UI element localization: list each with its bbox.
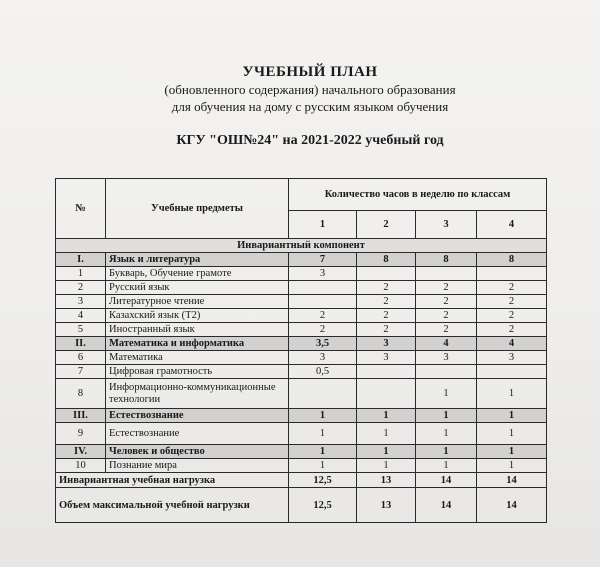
document-subtitle-2: для обучения на дому с русским языком обучения [171, 99, 449, 114]
hours-grade-3: 2 [416, 309, 477, 323]
subject-row [56, 295, 547, 309]
invariant-load-grade-1: 12,5 [289, 473, 357, 488]
subject-row [56, 323, 547, 337]
subject-row [56, 309, 547, 323]
row-number: 8 [56, 379, 106, 409]
max-load-grade-4: 14 [477, 488, 547, 523]
header-grade-4: 4 [477, 211, 547, 239]
hours-grade-4: 2 [477, 309, 547, 323]
hours-grade-3: 1 [416, 459, 477, 473]
hours-grade-1: 3,5 [289, 337, 357, 351]
hours-grade-3: 4 [416, 337, 477, 351]
hours-grade-2 [357, 267, 416, 281]
hours-grade-1: 3 [289, 351, 357, 365]
row-number: I. [56, 253, 106, 267]
subject-row [56, 281, 547, 295]
subject-row [56, 351, 547, 365]
max-load-grade-2: 13 [357, 488, 416, 523]
subject-name: Человек и общество [106, 445, 289, 459]
hours-grade-1: 2 [289, 323, 357, 337]
hours-grade-2: 2 [357, 295, 416, 309]
hours-grade-2: 1 [357, 459, 416, 473]
hours-grade-4: 4 [477, 337, 547, 351]
hours-grade-3 [416, 365, 477, 379]
subject-row [56, 459, 547, 473]
row-number: 10 [56, 459, 106, 473]
row-number: 4 [56, 309, 106, 323]
hours-grade-4: 1 [477, 379, 547, 409]
header-hours-per-week: Количество часов в неделю по классам [289, 179, 547, 211]
subject-name: Литературное чтение [106, 295, 289, 309]
max-load-grade-3: 14 [416, 488, 477, 523]
hours-grade-2: 3 [357, 351, 416, 365]
row-number: II. [56, 337, 106, 351]
subject-name: Естествознание [106, 423, 289, 445]
hours-grade-3: 1 [416, 379, 477, 409]
hours-grade-4: 2 [477, 281, 547, 295]
invariant-load-label: Инвариантная учебная нагрузка [56, 473, 289, 488]
subject-name: Информационно-коммуникационные технологии [106, 379, 289, 409]
subject-name: Иностранный язык [106, 323, 289, 337]
hours-grade-2: 1 [357, 445, 416, 459]
hours-grade-2: 2 [357, 281, 416, 295]
subject-name: Букварь, Обучение грамоте [106, 267, 289, 281]
row-number: 3 [56, 295, 106, 309]
max-load-grade-1: 12,5 [289, 488, 357, 523]
invariant-load-grade-3: 14 [416, 473, 477, 488]
hours-grade-2: 8 [357, 253, 416, 267]
subject-name: Русский язык [106, 281, 289, 295]
hours-grade-4 [477, 365, 547, 379]
hours-grade-3 [416, 267, 477, 281]
header-grade-3: 3 [416, 211, 477, 239]
hours-grade-2: 1 [357, 423, 416, 445]
hours-grade-3: 3 [416, 351, 477, 365]
max-load-label: Объем максимальной учебной нагрузки [56, 488, 289, 523]
header-grade-1: 1 [289, 211, 357, 239]
subject-group-row [56, 253, 547, 267]
hours-grade-1: 1 [289, 409, 357, 423]
hours-grade-2: 3 [357, 337, 416, 351]
subject-name: Математика [106, 351, 289, 365]
hours-grade-1: 2 [289, 309, 357, 323]
hours-grade-2 [357, 365, 416, 379]
hours-grade-1 [289, 295, 357, 309]
hours-grade-2 [357, 379, 416, 409]
subject-name: Язык и литература [106, 253, 289, 267]
hours-grade-1 [289, 379, 357, 409]
row-number: 5 [56, 323, 106, 337]
subject-group-row [56, 445, 547, 459]
subject-name: Математика и информатика [106, 337, 289, 351]
subject-name: Казахский язык (Т2) [106, 309, 289, 323]
hours-grade-2: 1 [357, 409, 416, 423]
hours-grade-4: 2 [477, 323, 547, 337]
hours-grade-3: 2 [416, 281, 477, 295]
hours-grade-3: 2 [416, 323, 477, 337]
subject-row [56, 267, 547, 281]
subject-row [56, 423, 547, 445]
hours-grade-1: 1 [289, 459, 357, 473]
hours-grade-4: 1 [477, 459, 547, 473]
row-number: 9 [56, 423, 106, 445]
hours-grade-4: 3 [477, 351, 547, 365]
hours-grade-1 [289, 281, 357, 295]
subject-group-row [56, 409, 547, 423]
subject-row [56, 365, 547, 379]
invariant-load-grade-4: 14 [477, 473, 547, 488]
hours-grade-2: 2 [357, 323, 416, 337]
hours-grade-3: 8 [416, 253, 477, 267]
document-subtitle-1: (обновленного содержания) начального образования [164, 82, 456, 97]
hours-grade-4: 2 [477, 295, 547, 309]
hours-grade-1: 0,5 [289, 365, 357, 379]
subject-name: Цифровая грамотность [106, 365, 289, 379]
hours-grade-1: 7 [289, 253, 357, 267]
hours-grade-1: 3 [289, 267, 357, 281]
header-number: № [56, 179, 106, 239]
hours-grade-3: 1 [416, 445, 477, 459]
row-number: 1 [56, 267, 106, 281]
hours-grade-4 [477, 267, 547, 281]
school-year-line: КГУ "ОШ№24" на 2021-2022 учебный год [176, 133, 444, 148]
subject-name: Естествознание [106, 409, 289, 423]
subject-row [56, 379, 547, 409]
document-title: УЧЕБНЫЙ ПЛАН [242, 64, 378, 80]
invariant-component-row: Инвариантный компонент [56, 239, 547, 253]
hours-grade-4: 8 [477, 253, 547, 267]
hours-grade-4: 1 [477, 445, 547, 459]
curriculum-table [55, 178, 547, 523]
header-grade-2: 2 [357, 211, 416, 239]
invariant-load-grade-2: 13 [357, 473, 416, 488]
hours-grade-2: 2 [357, 309, 416, 323]
hours-grade-1: 1 [289, 423, 357, 445]
hours-grade-1: 1 [289, 445, 357, 459]
subject-group-row [56, 337, 547, 351]
hours-grade-3: 2 [416, 295, 477, 309]
row-number: 7 [56, 365, 106, 379]
row-number: 2 [56, 281, 106, 295]
subject-name: Познание мира [106, 459, 289, 473]
hours-grade-4: 1 [477, 409, 547, 423]
header-subjects: Учебные предметы [106, 179, 289, 239]
row-number: III. [56, 409, 106, 423]
hours-grade-3: 1 [416, 409, 477, 423]
row-number: IV. [56, 445, 106, 459]
hours-grade-4: 1 [477, 423, 547, 445]
hours-grade-3: 1 [416, 423, 477, 445]
row-number: 6 [56, 351, 106, 365]
